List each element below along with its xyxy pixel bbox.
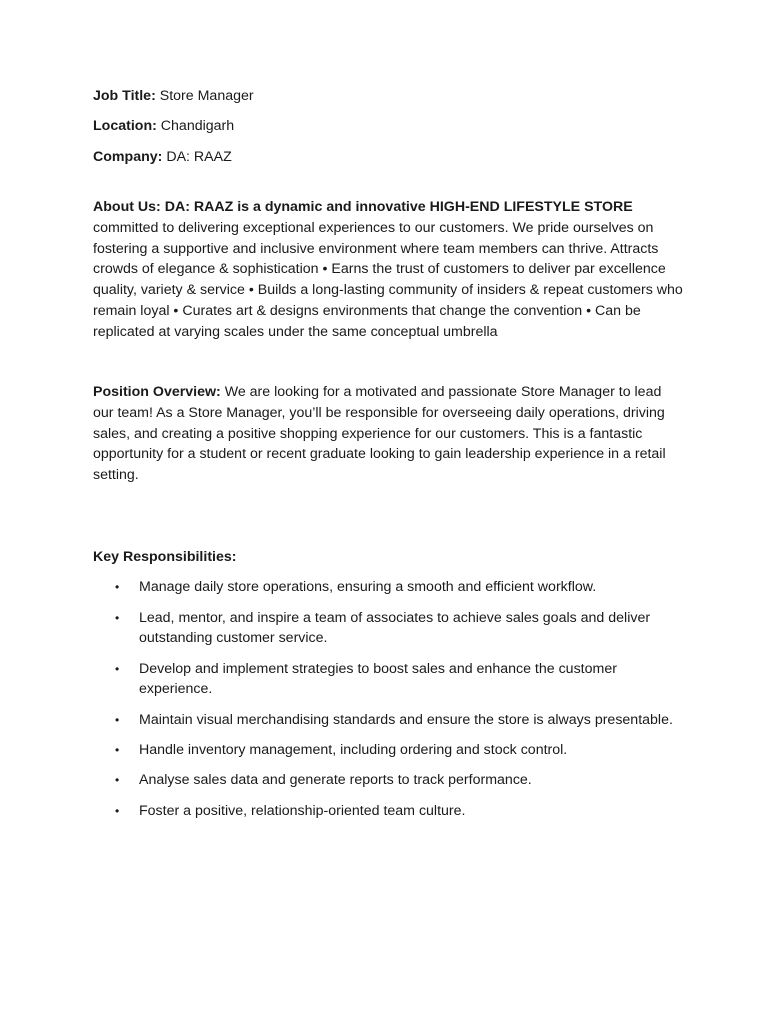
key-responsibilities-heading: Key Responsibilities: (93, 548, 237, 565)
document-page (93, 86, 683, 831)
location-label: Location: (93, 118, 157, 135)
bullet-icon: • (115, 712, 120, 727)
bullet-icon: • (115, 610, 120, 625)
location-value: Chandigarh (160, 118, 235, 135)
list-item (93, 608, 683, 649)
list-item-text: Develop and implement strategies to boost sales and enhance the customer experience. (139, 660, 617, 698)
list-item (93, 740, 683, 761)
bullet-icon: • (115, 803, 120, 818)
list-item (93, 659, 683, 700)
list-item-text: Lead, mentor, and inspire a team of associates to achieve sales goals and deliver outstanding customer service. (139, 609, 651, 647)
company-line (93, 147, 683, 168)
company-label: Company: (93, 148, 163, 165)
list-item-text: Analyse sales data and generate reports to track performance. (139, 772, 532, 789)
company-value: DA: RAAZ (166, 148, 232, 165)
about-us-lead: About Us: DA: RAAZ is a dynamic and innovative HIGH-END LIFESTYLE STORE (93, 199, 633, 216)
list-item-text: Manage daily store operations, ensuring a smooth and efficient workflow. (139, 579, 597, 596)
list-item (93, 770, 683, 791)
position-overview-body: We are looking for a motivated and passionate Store Manager to lead our team! As a Store Manager, you’ll be responsible for overseeing daily operations, driving sales, and creating a positive shopping experience for our customers. This is a fantastic opportunity for a student or recent graduate looking to gain leadership experience in a retail setting. (93, 384, 666, 484)
about-us-paragraph (93, 197, 683, 342)
about-us-body: committed to delivering exceptional experiences to our customers. We pride ourselves on fostering a supportive and inclusive environment where team members can thrive. Attracts crowds of elegance & sophistication • Earns the trust of customers to deliver par excellence quality, variety & service • Builds a long-lasting community of insiders & repeat customers who remain loyal • Curates art & designs environments that change the convention • Can be replicated at varying scales under the same conceptual umbrella (93, 220, 683, 340)
bullet-icon: • (115, 773, 120, 788)
bullet-icon: • (115, 580, 120, 595)
list-item-text: Handle inventory management, including ordering and stock control. (139, 742, 568, 759)
responsibilities-list (93, 577, 683, 821)
bullet-icon: • (115, 661, 120, 676)
position-overview-label: Position Overview: (93, 384, 221, 401)
list-item (93, 710, 683, 731)
job-title-line (93, 86, 683, 107)
list-item-text: Maintain visual merchandising standards and ensure the store is always presentable. (139, 711, 673, 728)
position-overview-paragraph (93, 382, 683, 486)
list-item-text: Foster a positive, relationship-oriented team culture. (139, 802, 466, 819)
list-item (93, 801, 683, 822)
list-item (93, 577, 683, 598)
location-line (93, 116, 683, 137)
bullet-icon: • (115, 743, 120, 758)
job-title-value: Store Manager (159, 88, 254, 104)
job-title-label: Job Title: (93, 88, 156, 104)
